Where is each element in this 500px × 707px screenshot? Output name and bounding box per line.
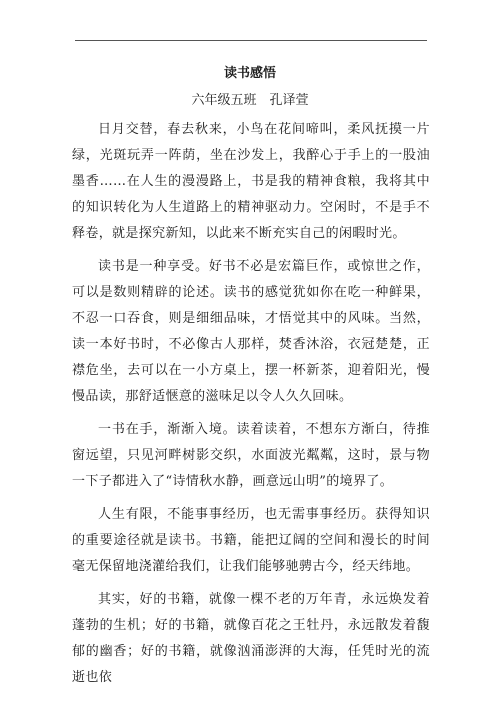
essay-body xyxy=(72,117,430,698)
paragraph: 日月交替，春去秋来，小鸟在花间啼叫，柔风抚摸一片绿，光斑玩弄一阵荫，坐在沙发上，我醉心于手上的一股油墨香……在人生的漫漫路上，书是我的精神食粮，我将其中的知识转化为人生道路上的精神驱动力。空闲时，不是手不释卷，就是探究新知，以此来不断充实自己的闲暇时光。 xyxy=(72,122,430,241)
paragraph: 读书是一种享受。好书不必是宏篇巨作，或惊世之作，可以是数则精辟的论述。读书的感觉犹如你在吃一种鲜果，不忍一口吞食，则是细细品味，才悟觉其中的风味。当然，读一本好书时，不必像古人那样，焚香沐浴，衣冠楚楚，正襟危坐，去可以在一小方桌上，摆一杯新茶，迎着阳光，慢慢品读，那舒适惬意的滋味足以令人久久回味。 xyxy=(72,259,430,404)
header-rule xyxy=(75,40,427,41)
paragraph: 其实，好的书籍，就像一棵不老的万年青，永远焕发着蓬勃的生机；好的书籍，就像百花之王牡丹，永远散发着馥郁的幽香；好的书籍，就像汹涌澎湃的大海，任凭时光的流逝也依 xyxy=(72,592,430,685)
document-title: 读书感悟 xyxy=(223,66,276,81)
paragraph: 一书在手，渐渐入境。读着读着，不想东方渐白，待推窗远望，只见河畔树影交织，水面波光粼粼，这时，景与物一下子都进入了“诗情秋水静，画意远山明”的境界了。 xyxy=(72,422,430,489)
author-byline: 六年级五班 孔译萱 xyxy=(191,93,309,108)
paragraph: 人生有限，不能事事经历，也无需事事经历。获得知识的重要途径就是读书。书籍，能把辽阔的空间和漫长的时间毫无保留地浇灌给我们，让我们能够驰骋古今，经天纬地。 xyxy=(72,507,430,574)
